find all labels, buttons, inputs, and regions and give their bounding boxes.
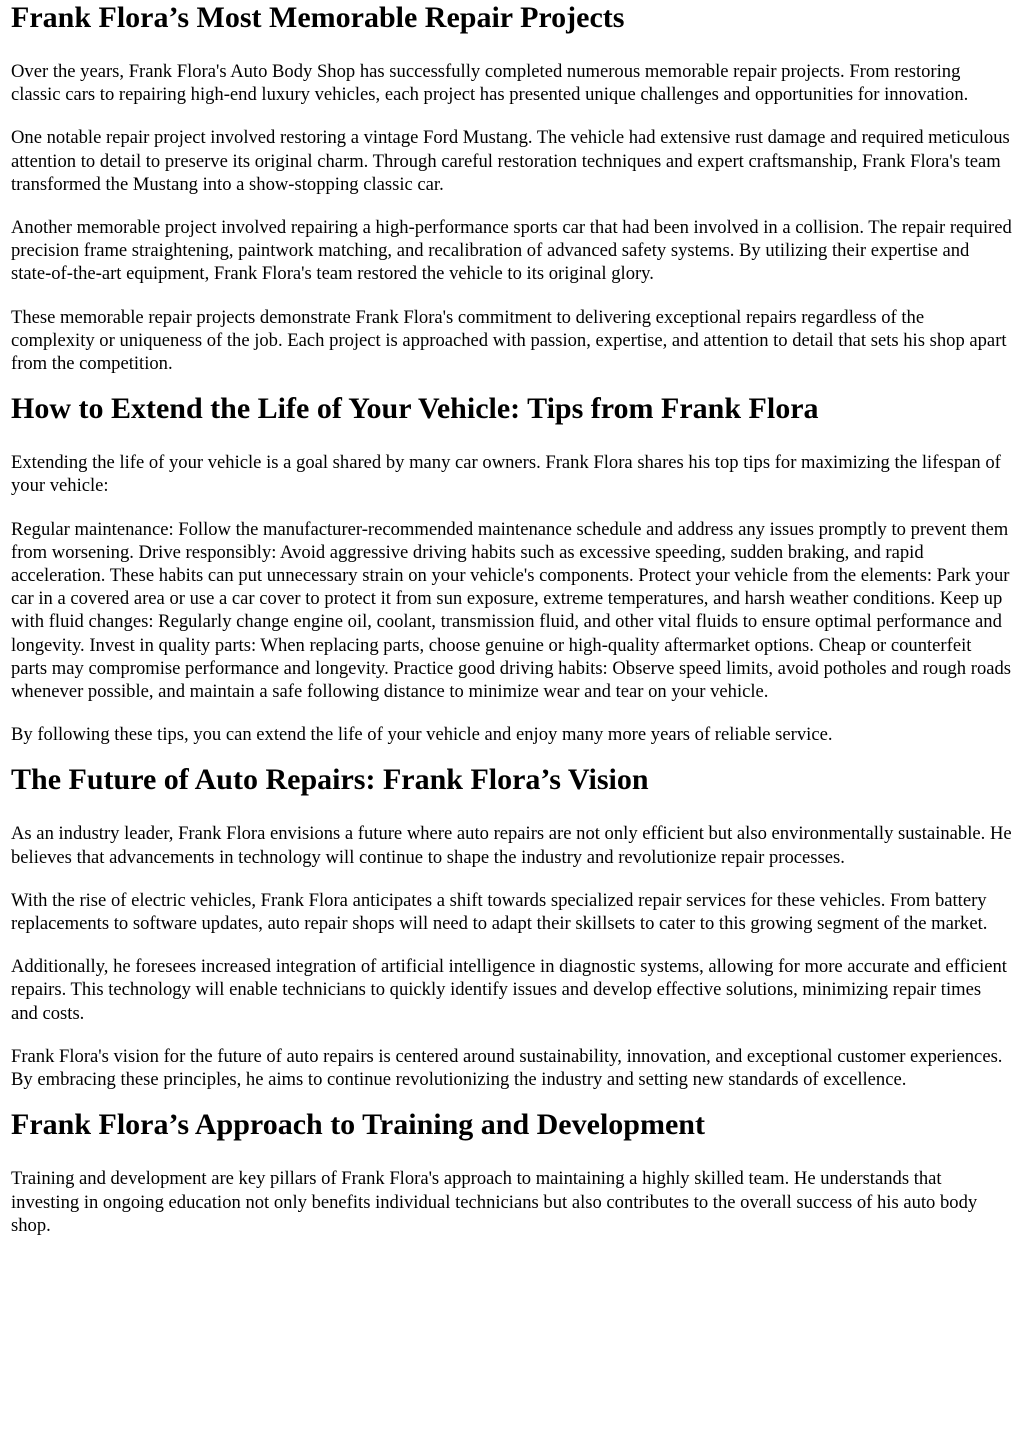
section-heading: The Future of Auto Repairs: Frank Flora’s Vision <box>11 763 649 797</box>
paragraph: Over the years, Frank Flora's Auto Body Shop has successfully completed numerous memorable repair projects. From restoring classic cars to repairing high-end luxury vehicles, each project has presented unique challenges and opportunities for innovation. <box>11 61 969 106</box>
paragraph: Another memorable project involved repairing a high-performance sports car that had been involved in a collision. The repair required precision frame straightening, paintwork matching, and recalibration of advanced safety systems. By utilizing their expertise and state-of-the-art equipment, Frank Flora's team restored the vehicle to its original glory. <box>11 217 1012 285</box>
paragraph: Regular maintenance: Follow the manufacturer-recommended maintenance schedule and address any issues promptly to prevent them from worsening. Drive responsibly: Avoid aggressive driving habits such as excessive speeding, sudden braking, and rapid acceleration. These habits can put unnecessary strain on your vehicle's components. Protect your vehicle from the elements: Park your car in a covered area or use a car cover to protect it from sun exposure, extreme temperatures, and harsh weather conditions. Keep up with fluid changes: Regularly change engine oil, coolant, transmission fluid, and other vital fluids to ensure optimal performance and longevity. Invest in quality parts: When replacing parts, choose genuine or high-quality aftermarket options. Cheap or counterfeit parts may compromise performance and longevity. Practice good driving habits: Observe speed limits, avoid potholes and rough roads whenever possible, and maintain a safe following distance to minimize wear and tear on your vehicle. <box>11 518 1012 703</box>
paragraph: Additionally, he foresees increased integration of artificial intelligence in diagnostic systems, allowing for more accurate and efficient repairs. This technology will enable technicians to quickly identify issues and develop effective solutions, minimizing repair times and costs. <box>11 956 1007 1024</box>
section-memorable-repair-projects <box>11 0 1012 375</box>
paragraph: These memorable repair projects demonstrate Frank Flora's commitment to delivering exceptional repairs regardless of the complexity or uniqueness of the job. Each project is approached with passion, expertise, and attention to detail that sets his shop apart from the competition. <box>11 306 1007 375</box>
paragraph: One notable repair project involved restoring a vintage Ford Mustang. The vehicle had extensive rust damage and required meticulous attention to detail to preserve its original charm. Through careful restoration techniques and expert craftsmanship, Frank Flora's team transformed the Mustang into a show-stopping classic car. <box>11 127 1010 195</box>
paragraph: Training and development are key pillars of Frank Flora's approach to maintaining a highly skilled team. He understands that investing in ongoing education not only benefits individual technicians but also contributes to the overall success of his auto body shop. <box>11 1168 978 1236</box>
section-training-and-development <box>11 1107 1012 1237</box>
section-heading: Frank Flora’s Most Memorable Repair Projects <box>11 1 625 34</box>
paragraph: As an industry leader, Frank Flora envisions a future where auto repairs are not only efficient but also environmentally sustainable. He believes that advancements in technology will continue to shape the industry and revolutionize repair processes. <box>11 823 1012 868</box>
section-extend-vehicle-life <box>11 391 1012 746</box>
paragraph: Extending the life of your vehicle is a goal shared by many car owners. Frank Flora shares his top tips for maximizing the lifespan of your vehicle: <box>11 452 1001 497</box>
paragraph: With the rise of electric vehicles, Frank Flora anticipates a shift towards specialized repair services for these vehicles. From battery replacements to software updates, auto repair shops will need to adapt their skillsets to cater to this growing segment of the market. <box>11 889 988 935</box>
section-future-of-auto-repairs <box>11 762 1012 1091</box>
paragraph: Frank Flora's vision for the future of auto repairs is centered around sustainability, innovation, and exceptional customer experiences. By embracing these principles, he aims to continue revolutionizing the industry and setting new standards of excellence. <box>11 1045 1003 1091</box>
paragraph: By following these tips, you can extend the life of your vehicle and enjoy many more years of reliable service. <box>11 724 833 746</box>
section-heading: Frank Flora’s Approach to Training and Development <box>11 1108 705 1142</box>
section-heading: How to Extend the Life of Your Vehicle: Tips from Frank Flora <box>11 392 819 426</box>
